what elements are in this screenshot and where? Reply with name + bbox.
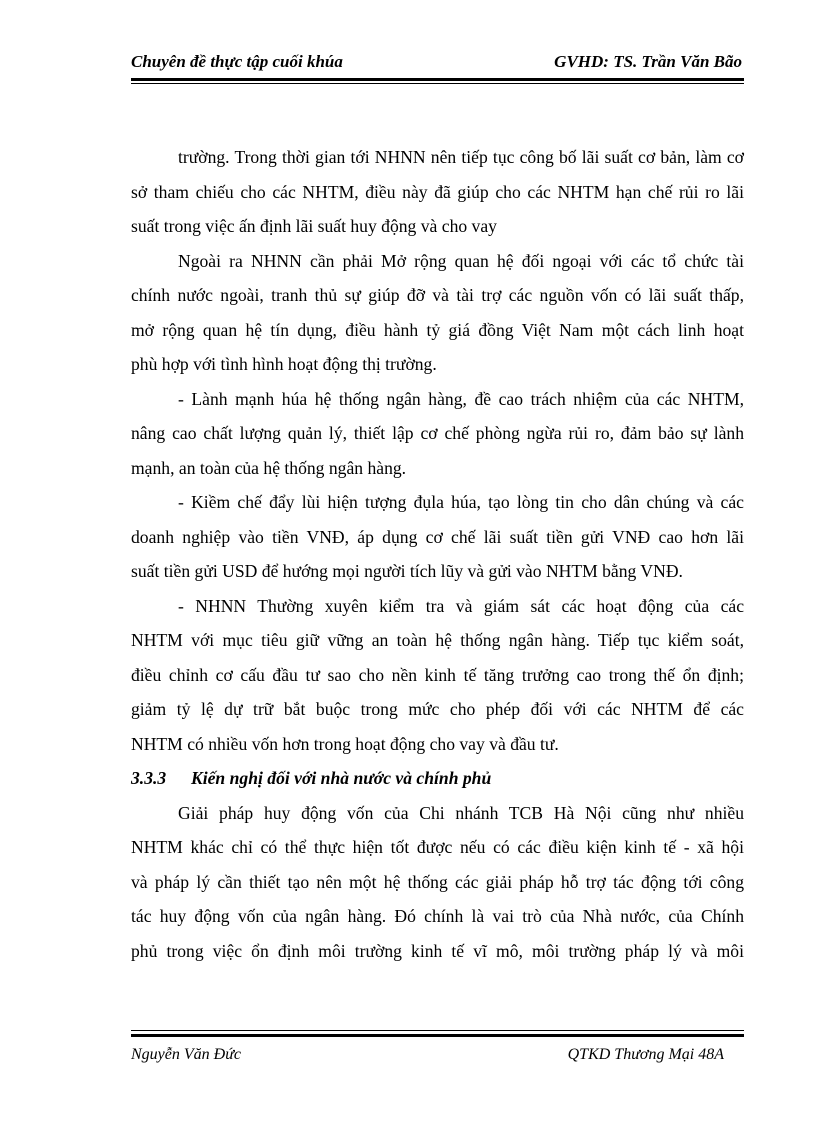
text-line: NHTM khác chỉ có thể thực hiện tốt được nếu có các điều kiện kinh tế - xã hội [131, 837, 744, 857]
footer-author: Nguyễn Văn Đức [131, 1046, 242, 1063]
text-line: suất trong việc ấn định lãi suất huy động và cho vay [131, 216, 497, 236]
text-line: - Lành mạnh húa hệ thống ngân hàng, đề cao trách nhiệm của các NHTM, [178, 388, 744, 409]
text-line: phù hợp với tình hình hoạt động thị trường. [131, 354, 437, 374]
header-rule-thick [131, 78, 744, 81]
header-supervisor: GVHD: TS. Trần Văn Bão [554, 52, 742, 71]
text-line: Ngoài ra NHNN cần phải Mở rộng quan hệ đối ngoại với các tổ chức tài [178, 250, 744, 271]
paragraph-4 [131, 485, 744, 589]
text-line: mạnh, an toàn của hệ thống ngân hàng. [131, 457, 407, 478]
footer-program: QTKD Thương Mại 48A [567, 1046, 724, 1063]
text-line: NHTM với mục tiêu giữ vững an toàn hệ thống ngân hàng. Tiếp tục kiểm soát, [131, 630, 744, 650]
paragraph-3 [131, 382, 744, 486]
text-line: - NHNN Thường xuyên kiểm tra và giám sát các hoạt động của các [178, 595, 744, 616]
text-line: sở tham chiếu cho các NHTM, điều này đã giúp cho các NHTM hạn chế rủi ro lãi [131, 181, 744, 202]
page-footer [131, 1046, 744, 1070]
text-line: chính nước ngoài, tranh thủ sự giúp đỡ và tài trợ các nguồn vốn có lãi suất thấp, [131, 285, 744, 305]
text-line: tác huy động vốn của ngân hàng. Đó chính là vai trò của Nhà nước, của Chính [131, 906, 744, 926]
page-header [131, 50, 744, 76]
text-line: mở rộng quan hệ tín dụng, điều hành tỷ giá đồng Việt Nam một cách linh hoạt [131, 319, 744, 340]
footer-rule-thick [131, 1034, 744, 1037]
text-line: giảm tỷ lệ dự trữ bắt buộc trong mức cho phép đối với các NHTM để các [131, 699, 744, 719]
text-line: - Kiềm chế đẩy lùi hiện tượng đụla húa, tạo lòng tin cho dân chúng và các [178, 492, 744, 512]
header-title: Chuyên đề thực tập cuối khúa [131, 52, 343, 71]
footer-rule-thin [131, 1030, 744, 1031]
text-line: và pháp lý cần thiết tạo nên một hệ thống các giải pháp hỗ trợ tác động tới công [131, 871, 744, 892]
paragraph-6 [131, 796, 744, 969]
paragraph-2 [131, 244, 744, 382]
paragraph-1 [131, 140, 744, 244]
text-line: Giải pháp huy động vốn của Chi nhánh TCB Hà Nội cũng như nhiều [178, 802, 744, 823]
text-line: NHTM có nhiều vốn hơn trong hoạt động cho vay và đầu tư. [131, 733, 559, 754]
text-line: doanh nghiệp vào tiền VNĐ, áp dụng cơ chế lãi suất tiền gửi VNĐ cao hơn lãi [131, 526, 744, 547]
body-text [131, 140, 744, 968]
text-line: phủ trong việc ổn định môi trường kinh tế vĩ mô, môi trường pháp lý và môi [131, 940, 744, 961]
text-line: suất tiền gửi USD để hướng mọi người tích lũy và gửi vào NHTM bằng VNĐ. [131, 561, 683, 581]
header-rule-thin [131, 83, 744, 84]
section-title: Kiến nghị đối với nhà nước và chính phủ [191, 768, 492, 788]
section-heading [131, 761, 744, 796]
text-line: trường. Trong thời gian tới NHNN nên tiếp tục công bố lãi suất cơ bản, làm cơ [178, 147, 744, 167]
paragraph-5 [131, 589, 744, 762]
text-line: điều chỉnh cơ cấu đầu tư sao cho nền kinh tế tăng trưởng cao trong thế ổn định; [131, 664, 744, 685]
section-number: 3.3.3 [131, 768, 167, 788]
text-line: nâng cao chất lượng quản lý, thiết lập cơ chế phòng ngừa rủi ro, đảm bảo sự lành [131, 423, 744, 443]
